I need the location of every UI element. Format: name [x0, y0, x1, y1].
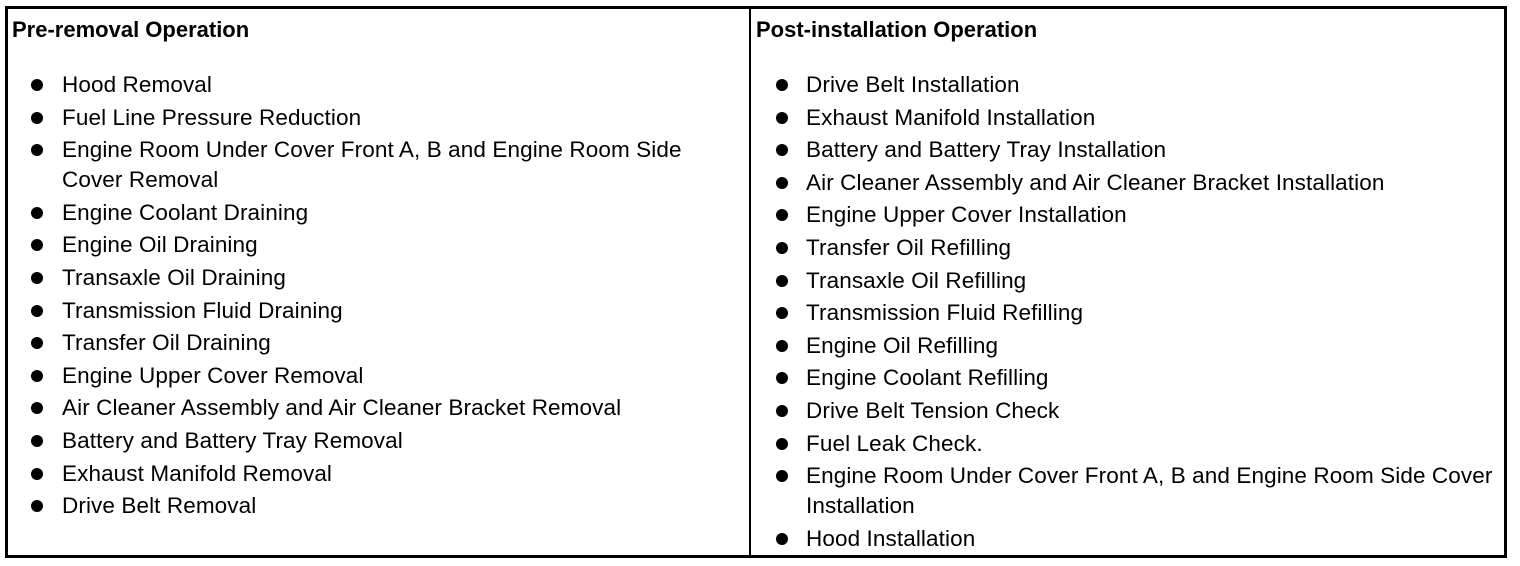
- list-item-text: Exhaust Manifold Removal: [62, 460, 333, 486]
- list-item-text: Transaxle Oil Refilling: [806, 267, 1027, 293]
- bullet-icon: [31, 112, 43, 124]
- list-item-text: Battery and Battery Tray Installation: [806, 137, 1167, 163]
- bullet-icon: [31, 500, 43, 512]
- list-item-text: Engine Oil Refilling: [806, 332, 999, 358]
- list-item-text: Engine Room Under Cover Front A, B and Engine Room Side Cover Installation: [806, 463, 1493, 519]
- list-item-text: Drive Belt Tension Check: [806, 397, 1060, 423]
- list-item: [8, 361, 749, 391]
- list-item: [751, 200, 1504, 230]
- list-item-text: Transfer Oil Refilling: [806, 234, 1012, 260]
- list-item-text: Fuel Line Pressure Reduction: [62, 104, 362, 130]
- list-item-text: Engine Coolant Draining: [62, 199, 309, 225]
- bullet-icon: [776, 307, 788, 319]
- bullet-icon: [31, 272, 43, 284]
- list-item: [751, 233, 1504, 263]
- bullet-icon: [776, 340, 788, 352]
- bullet-icon: [31, 144, 43, 156]
- list-item: [8, 328, 749, 358]
- list-item: [751, 168, 1504, 198]
- list-item-text: Drive Belt Installation: [806, 72, 1020, 97]
- bullet-icon: [776, 438, 788, 450]
- list-item-text: Engine Upper Cover Removal: [62, 362, 364, 388]
- bullet-icon: [31, 305, 43, 317]
- bullet-icon: [776, 79, 788, 91]
- list-item: [8, 230, 749, 260]
- list-item: [751, 298, 1504, 328]
- list-item: [8, 263, 749, 293]
- list-item: [8, 393, 749, 423]
- bullet-icon: [776, 144, 788, 156]
- bullet-icon: [776, 112, 788, 124]
- pre-removal-column: [8, 9, 751, 555]
- pre-removal-list: [8, 70, 749, 524]
- list-item-text: Transaxle Oil Draining: [62, 264, 286, 290]
- list-item-text: Fuel Leak Check.: [806, 430, 983, 456]
- bullet-icon: [776, 275, 788, 287]
- list-item: [8, 70, 749, 100]
- post-installation-list: [751, 70, 1504, 556]
- list-item: [8, 135, 749, 195]
- list-item: [751, 331, 1504, 361]
- list-item-text: Air Cleaner Assembly and Air Cleaner Bracket Installation: [806, 169, 1385, 195]
- post-installation-column: [751, 9, 1504, 555]
- bullet-icon: [31, 370, 43, 382]
- list-item: [751, 461, 1504, 521]
- bullet-icon: [776, 209, 788, 221]
- list-item-text: Engine Room Under Cover Front A, B and Engine Room Side Cover Removal: [62, 137, 682, 193]
- list-item-text: Transmission Fluid Refilling: [806, 300, 1084, 326]
- bullet-icon: [31, 239, 43, 251]
- list-item: [751, 396, 1504, 426]
- list-item: [8, 459, 749, 489]
- bullet-icon: [31, 435, 43, 447]
- list-item-text: Transfer Oil Draining: [62, 330, 271, 356]
- bullet-icon: [31, 207, 43, 219]
- bullet-icon: [776, 372, 788, 384]
- list-item-text: Air Cleaner Assembly and Air Cleaner Bracket Removal: [62, 395, 622, 421]
- pre-removal-heading: Pre-removal Operation: [12, 17, 250, 42]
- list-item: [751, 135, 1504, 165]
- list-item-text: Engine Upper Cover Installation: [806, 202, 1127, 228]
- bullet-icon: [776, 470, 788, 482]
- list-item-text: Engine Oil Draining: [62, 232, 258, 258]
- list-item-text: Hood Installation: [806, 525, 976, 551]
- bullet-icon: [776, 533, 788, 545]
- list-item: [8, 296, 749, 326]
- bullet-icon: [31, 402, 43, 414]
- bullet-icon: [31, 337, 43, 349]
- bullet-icon: [776, 177, 788, 189]
- list-item-text: Transmission Fluid Draining: [62, 297, 343, 323]
- list-item: [8, 198, 749, 228]
- list-item-text: Exhaust Manifold Installation: [806, 104, 1096, 130]
- list-item: [751, 103, 1504, 133]
- bullet-icon: [776, 242, 788, 254]
- list-item: [8, 103, 749, 133]
- operations-table: [5, 6, 1507, 558]
- list-item: [751, 429, 1504, 459]
- list-item: [751, 266, 1504, 296]
- list-item: [751, 524, 1504, 554]
- list-item-text: Hood Removal: [62, 72, 213, 97]
- bullet-icon: [776, 405, 788, 417]
- post-installation-heading: Post-installation Operation: [756, 17, 1038, 42]
- bullet-icon: [31, 79, 43, 91]
- list-item: [751, 363, 1504, 393]
- list-item-text: Drive Belt Removal: [62, 493, 257, 519]
- list-item: [751, 70, 1504, 100]
- list-item-text: Battery and Battery Tray Removal: [62, 427, 403, 453]
- list-item-text: Engine Coolant Refilling: [806, 365, 1049, 391]
- bullet-icon: [31, 468, 43, 480]
- list-item: [8, 491, 749, 521]
- list-item: [8, 426, 749, 456]
